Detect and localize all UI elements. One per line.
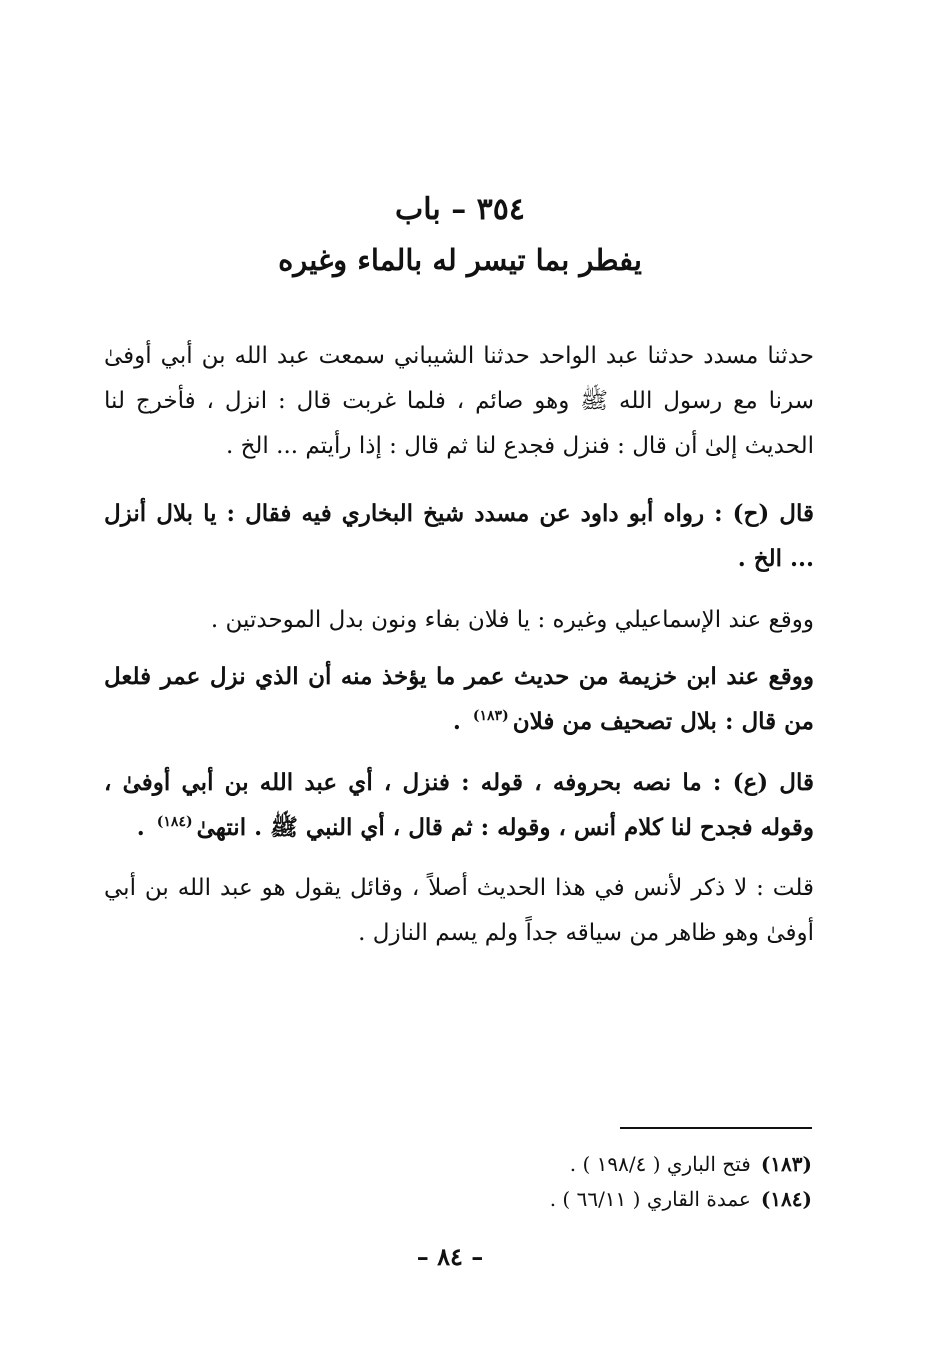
chapter-title: يفطر بما تيسر له بالماء وغيره	[278, 243, 642, 277]
paragraph-6-text: قلت : لا ذكر لأنس في هذا الحديث أصلاً ، وقائل يقول هو عبد الله بن أبي أوفىٰ وهو ظاهر من سياقه جداً ولم يسم النازل .	[104, 875, 814, 946]
footnote-text: فتح الباري ( ١٩٨/٤ ) .	[569, 1152, 751, 1176]
footnote-text: عمدة القاري ( ٦٦/١١ ) .	[549, 1187, 751, 1211]
paragraph-6	[104, 866, 814, 956]
paragraph-4-block	[104, 654, 814, 744]
footnote-183	[300, 1152, 812, 1176]
footnote-ref-184[interactable]: (١٨٤)	[156, 814, 193, 831]
paragraph-4-end: .	[452, 708, 469, 735]
paragraph-1-text: حدثنا مسدد حدثنا عبد الواحد حدثنا الشيباني سمعت عبد الله بن أبي أوفىٰ سرنا مع رسول الله ﷺ وهو صائم ، فلما غربت قال : انزل ، فأخرج لنا الحديث إلىٰ أن قال : فنزل فجدع لنا ثم قال : إذا رأيتم ... الخ .	[104, 343, 814, 459]
paragraph-5-text: قال (ع) : ما نصه بحروفه ، قوله : فنزل ، أي عبد الله بن أبي أوفىٰ ، وقوله فجدح لنا كلام أنس ، وقوله : ثم قال ، أي النبي ﷺ . انتهىٰ	[104, 769, 814, 841]
footnote-184	[300, 1187, 812, 1211]
paragraph-4	[104, 654, 814, 744]
paragraph-2-text: قال (ح) : رواه أبو داود عن مسدد شيخ البخاري فيه فقال : يا بلال أنزل ... الخ .	[104, 500, 814, 572]
footnote-number: (١٨٤)	[760, 1187, 812, 1211]
paragraph-4-text: ووقع عند ابن خزيمة من حديث عمر ما يؤخذ منه أن الذي نزل عمر فلعل من قال : بلال تصحيف من فلان	[104, 663, 814, 735]
footnote-ref-183[interactable]: (١٨٣)	[472, 708, 509, 725]
paragraph-5-block	[104, 760, 814, 850]
paragraph-1	[104, 334, 814, 469]
page-number: – ٨٤ –	[416, 1242, 484, 1271]
paragraph-5	[104, 760, 814, 850]
paragraph-2	[104, 491, 814, 581]
paragraph-5-end: .	[136, 814, 153, 841]
footnote-number: (١٨٣)	[760, 1152, 812, 1176]
footnote-divider	[620, 1127, 812, 1129]
paragraph-3	[104, 598, 814, 643]
paragraph-3-text: ووقع عند الإسماعيلي وغيره : يا فلان بفاء ونون بدل الموحدتين .	[210, 607, 814, 633]
chapter-number: ٣٥٤ – باب	[395, 192, 525, 227]
